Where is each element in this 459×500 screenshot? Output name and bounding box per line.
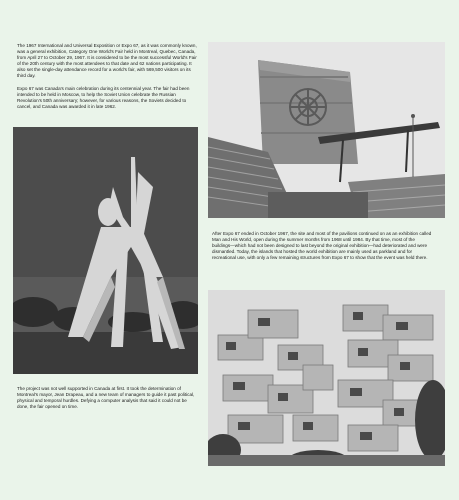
sculpture-photo: [13, 127, 198, 374]
aftermath-paragraph: After Expo 67 ended in October 1967, the site and most of the pavilions continued on as an exhibition called Man and His World, open during the summer months from 1968 until 1984. By that time, most of the buildings—which had not been designed to last beyond the original exhibition—had deteriorated and were dismantled. Today, the islands that hosted the world exhibition are mainly used as parkland and for recreational use, with only a few remaining structures from Expo 67 to show that the event was held there.: [212, 231, 432, 261]
pavilion-photo: [208, 42, 445, 218]
history-paragraph: The project was not well supported in Canada at first. It took the determination of Montreal's mayor, Jean Drapeau, and a new team of managers to guide it past political, physical and temporal hurdles. Defying a computer analysis that said it could not be done, the fair opened on time.: [17, 386, 195, 410]
habitat-photo: [208, 290, 445, 466]
aftermath-text: [212, 231, 432, 267]
intro-text: [17, 43, 197, 116]
intro-paragraph-1: The 1967 International and Universal Exposition or Expo 67, as it was commonly known, was a general exhibition, Category One World's Fair held in Montreal, Quebec, Canada, from April 27 to October 29, 1967. It is considered to be the most successful World's Fair of the 20th century with the most attendees to that date and 62 nations participating. It also set the single-day attendance record for a world's fair, with 569,500 visitors on its third day.: [17, 43, 197, 79]
intro-paragraph-2: Expo 67 was Canada's main celebration during its centennial year. The fair had been intended to be held in Moscow, to help the Soviet Union celebrate the Russian Revolution's 50th anniversary; however, for various reasons, the Soviets decided to cancel, and Canada was awarded it in late 1962.: [17, 85, 190, 109]
history-text: [17, 386, 197, 416]
